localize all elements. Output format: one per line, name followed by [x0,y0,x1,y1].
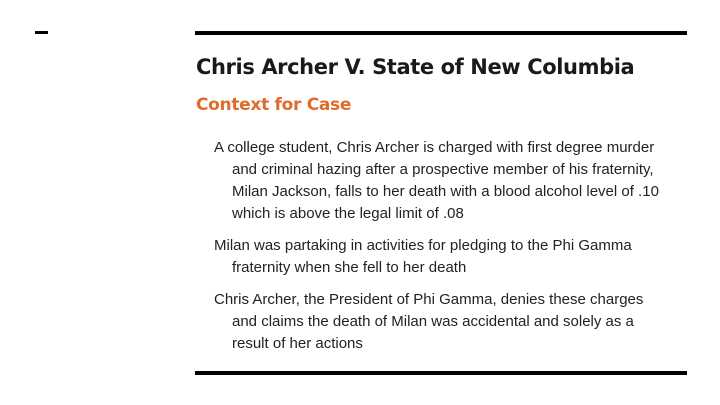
bullet-list [214,137,664,355]
top-rule-divider [195,31,687,35]
bullet-item: A college student, Chris Archer is charged with first degree murder and criminal hazing after a prospective member of his fraternity, Milan Jackson, falls to her death with a blood alcohol level of .10 which is above the legal limit of .08 [214,139,659,222]
slide-title: Chris Archer V. State of New Columbia [196,55,635,79]
corner-dash-decoration [35,31,48,34]
slide-subtitle: Context for Case [196,95,352,115]
bullet-item: Milan was partaking in activities for pledging to the Phi Gamma fraternity when she fell to her death [214,237,632,276]
bottom-rule-divider [195,371,687,375]
bullet-item: Chris Archer, the President of Phi Gamma, denies these charges and claims the death of Milan was accidental and solely as a result of her actions [214,291,644,352]
